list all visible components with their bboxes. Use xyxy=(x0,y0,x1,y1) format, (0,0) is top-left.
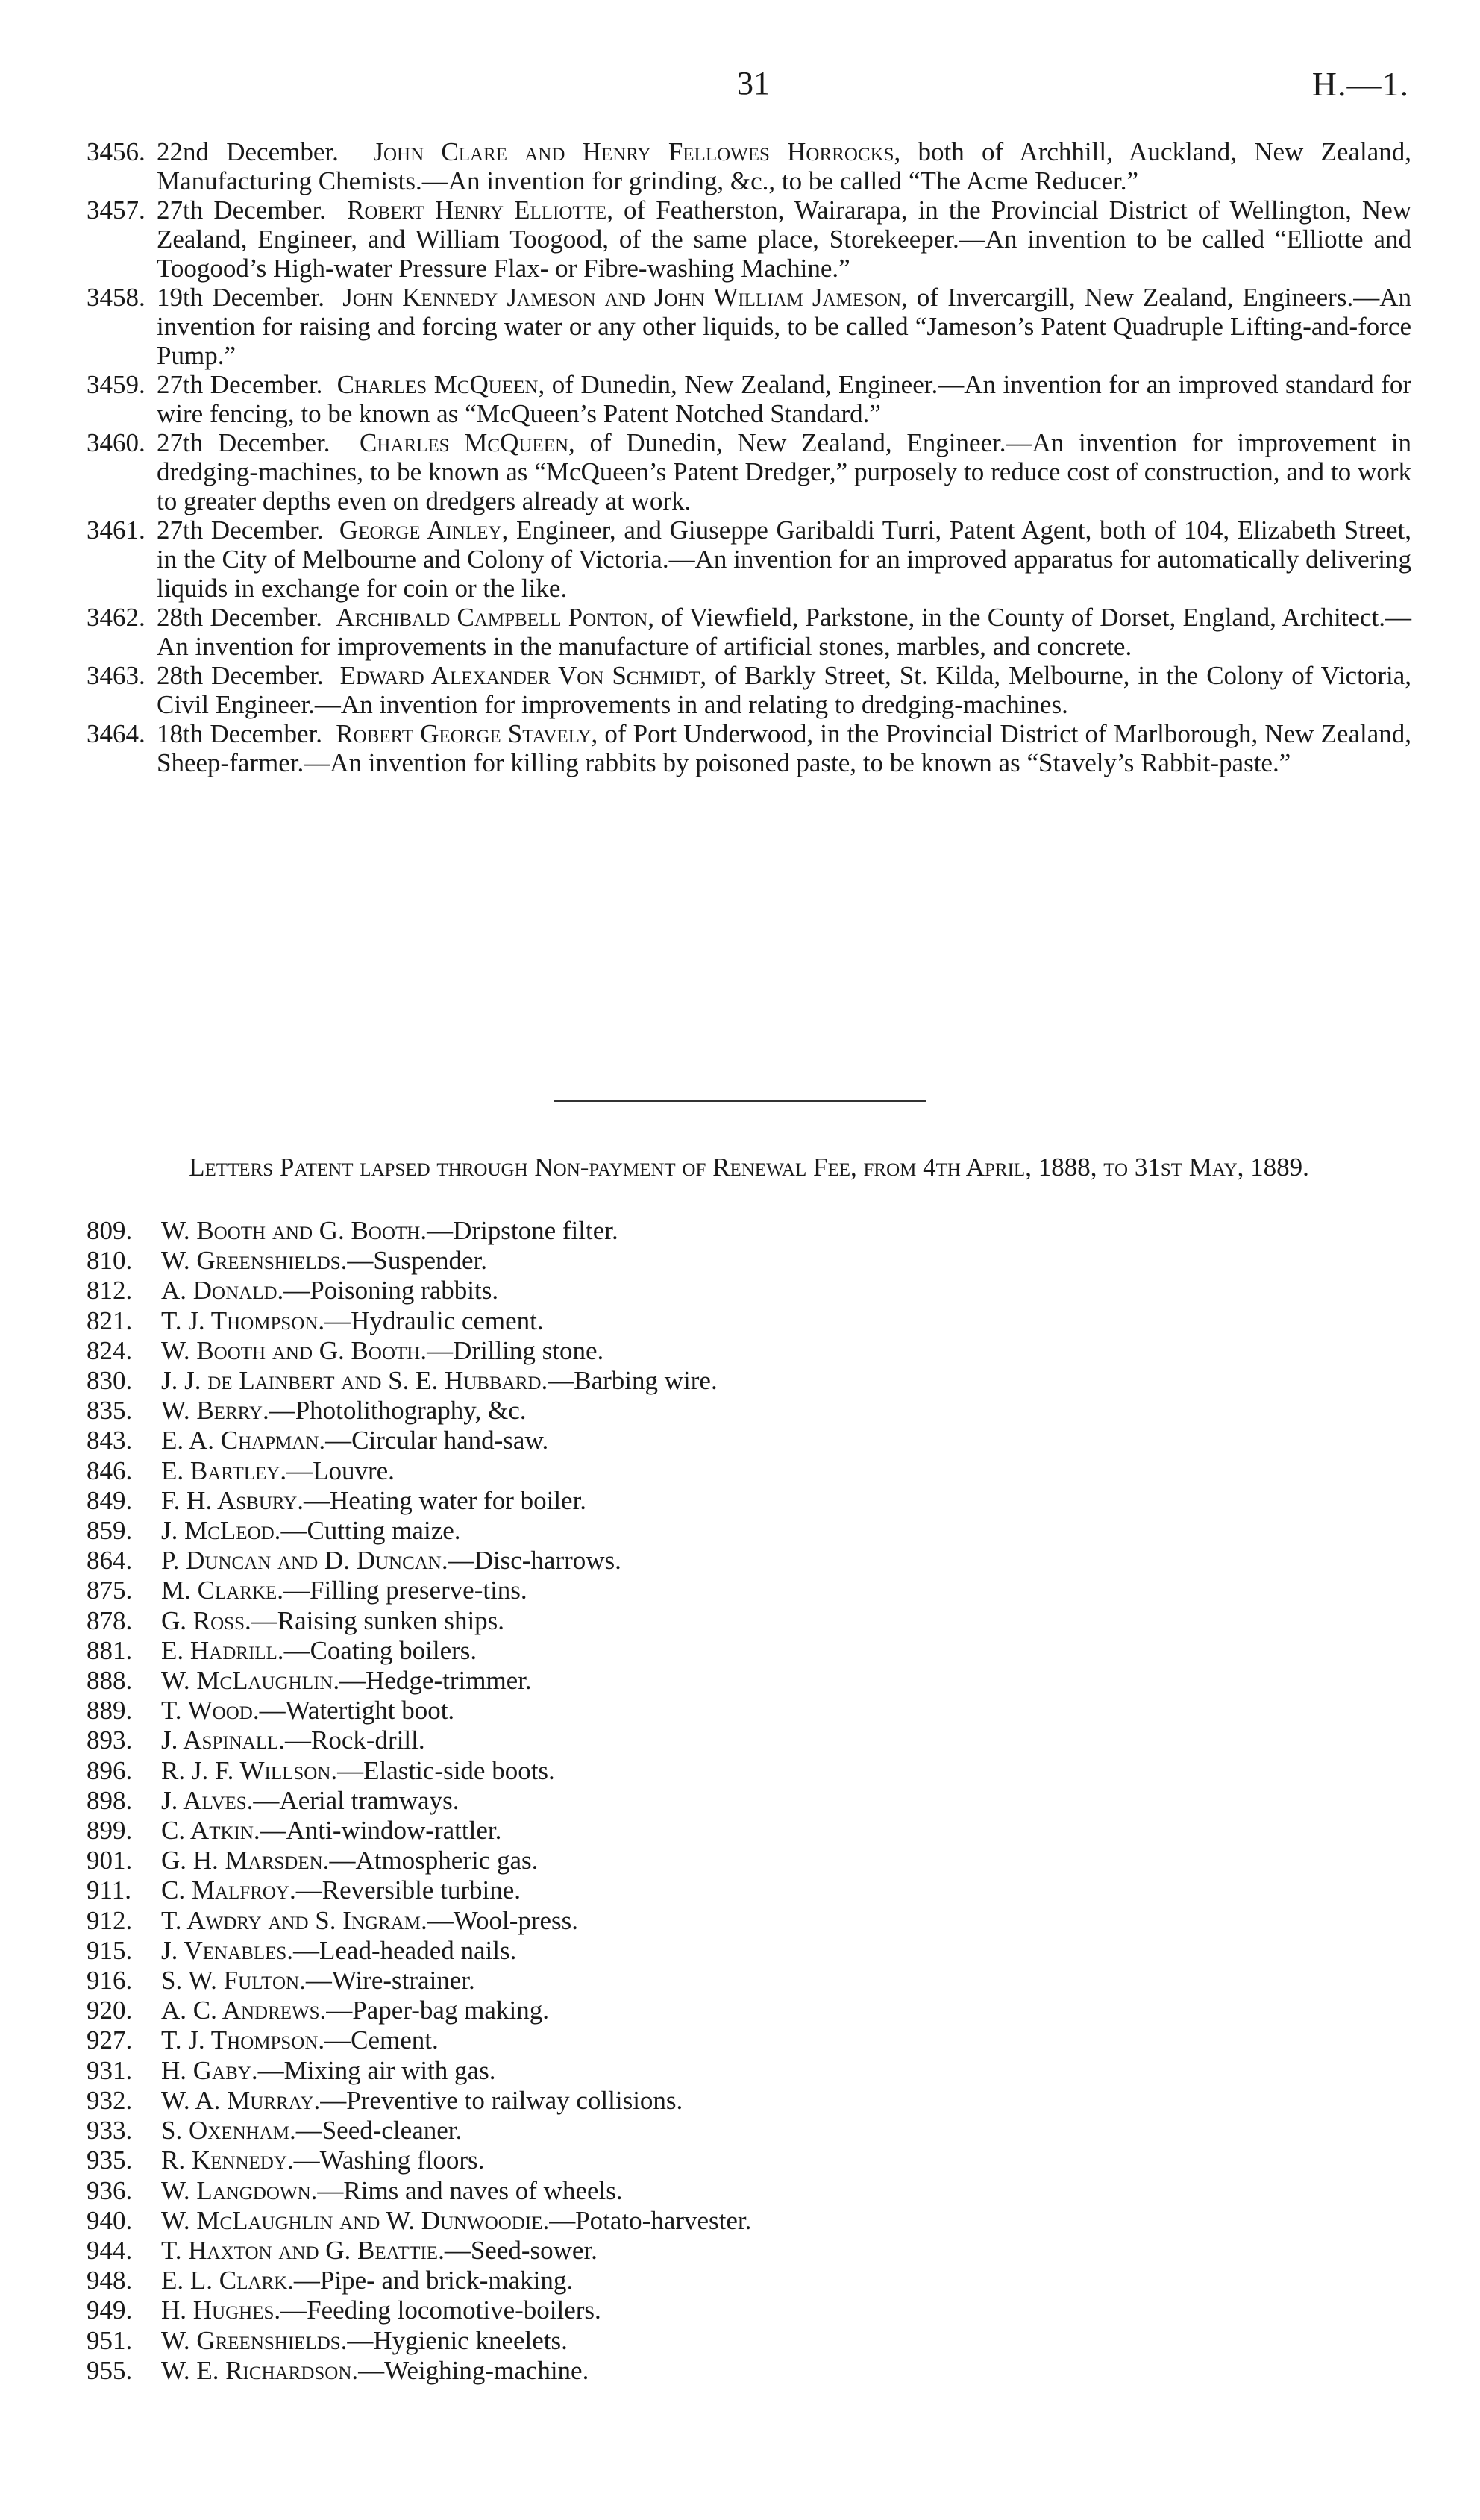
lapsed-number: 821. xyxy=(87,1306,133,1335)
lapsed-item xyxy=(87,1906,1131,1936)
lapsed-number: 916. xyxy=(87,1966,133,1996)
patent-text xyxy=(157,661,1411,719)
lapsed-names: M. Clarke. xyxy=(161,1576,284,1605)
patent-date: 28th December. xyxy=(157,661,324,690)
lapsed-names: W. E. Richardson. xyxy=(161,2355,359,2385)
lapsed-invention: —Potato-harvester. xyxy=(549,2205,752,2235)
lapsed-item xyxy=(87,1456,1131,1486)
lapsed-invention: —Hydraulic cement. xyxy=(324,1306,544,1335)
lapsed-number: 835. xyxy=(87,1396,133,1426)
lapsed-invention: —Cutting maize. xyxy=(280,1516,461,1546)
patent-entry xyxy=(87,370,1411,428)
lapsed-item xyxy=(87,1846,1131,1875)
patent-description: , Engineer, and Giuseppe Garibaldi Turri, Patent Agent, both of 104, Elizabeth Street, in the City of Melbourne and Colony of Victoria.—An invention for an improved apparatus for automatically delivering liquids in exchange for coin or the like. xyxy=(157,515,1412,603)
lapsed-invention: —Watertight boot. xyxy=(259,1696,455,1726)
lapsed-number: 940. xyxy=(87,2205,133,2235)
lapsed-names: W. A. Murray. xyxy=(161,2085,321,2115)
lapsed-item xyxy=(87,2326,1131,2356)
lapsed-names: H. Gaby. xyxy=(161,2055,258,2085)
lapsed-item xyxy=(87,2236,1131,2266)
lapsed-number: 951. xyxy=(87,2325,133,2355)
lapsed-item xyxy=(87,1336,1131,1366)
lapsed-item xyxy=(87,2295,1131,2325)
lapsed-item xyxy=(87,1546,1131,1576)
lapsed-names: E. L. Clark. xyxy=(161,2266,294,2295)
patentee-names: Robert Henry Elliotte xyxy=(347,195,607,225)
lapsed-number: 896. xyxy=(87,1755,133,1785)
lapsed-number: 901. xyxy=(87,1846,133,1875)
patent-date: 27th December. xyxy=(157,428,330,457)
lapsed-item xyxy=(87,2206,1131,2236)
lapsed-number: 809. xyxy=(87,1216,133,1245)
patentee-names: Robert George Stavely xyxy=(336,719,592,748)
lapsed-item xyxy=(87,1966,1131,1996)
patent-text xyxy=(157,603,1411,661)
lapsed-names: T. Haxton and G. Beattie. xyxy=(161,2235,445,2265)
lapsed-item xyxy=(87,2056,1131,2086)
lapsed-number: 933. xyxy=(87,2116,133,2146)
patent-date: 27th December. xyxy=(157,195,326,225)
lapsed-number: 935. xyxy=(87,2146,133,2175)
lapsed-item xyxy=(87,2025,1131,2055)
lapsed-number: 846. xyxy=(87,1455,133,1485)
lapsed-invention: —Feeding locomotive-boilers. xyxy=(280,2295,601,2325)
lapsed-number: 936. xyxy=(87,2175,133,2205)
lapsed-invention: —Coating boilers. xyxy=(283,1635,477,1665)
lapsed-names: E. Hadrill. xyxy=(161,1635,284,1665)
lapsed-names: J. Aspinall. xyxy=(161,1726,285,1755)
patent-description: , both of Archhill, Auckland, New Zealand, Manufacturing Chemists.—An invention for grinding, &c., to be called “The Acme Reducer.” xyxy=(157,137,1411,195)
lapsed-invention: —Mixing air with gas. xyxy=(257,2055,496,2085)
lapsed-invention: —Rims and naves of wheels. xyxy=(317,2175,623,2205)
lapsed-names: E. A. Chapman. xyxy=(161,1426,326,1455)
lapsed-patents-heading: Letters Patent lapsed through Non-payment of Renewal Fee, from 4th April, 1888, to 31st May, 1889. xyxy=(189,1153,1309,1182)
patent-number: 3461. xyxy=(87,515,145,545)
lapsed-item xyxy=(87,1516,1131,1546)
lapsed-names: J. McLeod. xyxy=(161,1516,281,1546)
patent-number: 3463. xyxy=(87,661,145,690)
patent-description: , of Dunedin, New Zealand, Engineer.—An invention for an improved standard for wire fencing, to be known as “McQueen’s Patent Notched Standard.” xyxy=(157,370,1412,428)
lapsed-number: 920. xyxy=(87,1996,133,2025)
patent-entry xyxy=(87,515,1411,603)
lapsed-item xyxy=(87,1246,1131,1276)
lapsed-number: 878. xyxy=(87,1605,133,1635)
lapsed-item xyxy=(87,1576,1131,1605)
patent-number: 3464. xyxy=(87,719,145,748)
patent-text xyxy=(157,195,1411,283)
lapsed-invention: —Heating water for boiler. xyxy=(304,1485,587,1515)
lapsed-invention: —Barbing wire. xyxy=(548,1366,718,1396)
lapsed-invention: —Wool-press. xyxy=(427,1905,579,1935)
lapsed-number: 812. xyxy=(87,1276,133,1306)
lapsed-names: H. Hughes. xyxy=(161,2295,281,2325)
lapsed-invention: —Photolithography, &c. xyxy=(269,1396,527,1426)
lapsed-names: J. J. de Lainbert and S. E. Hubbard. xyxy=(161,1366,548,1396)
lapsed-number: 912. xyxy=(87,1905,133,1935)
lapsed-item xyxy=(87,1756,1131,1786)
lapsed-item xyxy=(87,1486,1131,1516)
lapsed-number: 898. xyxy=(87,1785,133,1815)
patentee-names: Charles McQueen xyxy=(336,370,539,399)
lapsed-number: 931. xyxy=(87,2055,133,2085)
lapsed-item xyxy=(87,1666,1131,1696)
lapsed-number: 893. xyxy=(87,1726,133,1755)
lapsed-number: 932. xyxy=(87,2085,133,2115)
lapsed-invention: —Filling preserve-tins. xyxy=(283,1576,527,1605)
lapsed-names: F. H. Asbury. xyxy=(161,1485,304,1515)
lapsed-names: R. J. F. Willson. xyxy=(161,1755,338,1785)
lapsed-names: P. Duncan and D. Duncan. xyxy=(161,1546,448,1576)
lapsed-invention: —Aerial tramways. xyxy=(253,1785,460,1815)
lapsed-names: A. Donald. xyxy=(161,1276,284,1306)
lapsed-names: W. Greenshields. xyxy=(161,1246,348,1276)
patent-entry xyxy=(87,603,1411,661)
patent-number: 3456. xyxy=(87,137,145,166)
patent-description: , of Barkly Street, St. Kilda, Melbourne, in the Colony of Victoria, Civil Engineer.—An invention for improvements in and relating to dredging-machines. xyxy=(157,661,1412,719)
patent-number: 3459. xyxy=(87,370,145,399)
lapsed-invention: —Weighing-machine. xyxy=(358,2355,589,2385)
lapsed-names: J. Venables. xyxy=(161,1935,294,1965)
lapsed-names: W. McLaughlin. xyxy=(161,1666,340,1696)
lapsed-item xyxy=(87,1606,1131,1636)
patent-description: , of Viewfield, Parkstone, in the County of Dorset, England, Architect.—An invention for improvements in the manufacture of artificial stones, marbles, and concrete. xyxy=(157,603,1412,661)
lapsed-number: 881. xyxy=(87,1635,133,1665)
lapsed-names: W. Booth and G. Booth. xyxy=(161,1216,427,1245)
lapsed-number: 899. xyxy=(87,1816,133,1846)
lapsed-item xyxy=(87,1996,1131,2025)
lapsed-item xyxy=(87,1216,1131,1246)
lapsed-number: 843. xyxy=(87,1426,133,1455)
lapsed-invention: —Poisoning rabbits. xyxy=(283,1276,499,1306)
patentee-names: Edward Alexander Von Schmidt xyxy=(339,661,700,690)
patent-entry xyxy=(87,283,1411,370)
lapsed-number: 875. xyxy=(87,1576,133,1605)
lapsed-names: W. McLaughlin and W. Dunwoodie. xyxy=(161,2205,550,2235)
patent-entry xyxy=(87,661,1411,719)
patent-text xyxy=(157,428,1411,515)
patentee-names: Archibald Campbell Ponton xyxy=(336,603,648,632)
lapsed-item xyxy=(87,2176,1131,2206)
patent-entry xyxy=(87,719,1411,777)
lapsed-invention: —Wire-strainer. xyxy=(305,1966,475,1996)
lapsed-number: 927. xyxy=(87,2025,133,2055)
lapsed-invention: —Cement. xyxy=(324,2025,439,2055)
lapsed-item xyxy=(87,1936,1131,1966)
patent-text xyxy=(157,283,1411,370)
patent-date: 27th December. xyxy=(157,515,324,545)
section-divider xyxy=(554,1100,926,1102)
lapsed-item xyxy=(87,1396,1131,1426)
lapsed-number: 889. xyxy=(87,1696,133,1726)
lapsed-item xyxy=(87,1306,1131,1336)
patent-date: 18th December. xyxy=(157,719,322,748)
lapsed-invention: —Reversible turbine. xyxy=(295,1875,521,1905)
lapsed-names: C. Malfroy. xyxy=(161,1875,296,1905)
lapsed-item xyxy=(87,1696,1131,1726)
lapsed-item xyxy=(87,1366,1131,1396)
lapsed-names: W. Berry. xyxy=(161,1396,269,1426)
lapsed-names: W. Booth and G. Booth. xyxy=(161,1335,427,1365)
lapsed-invention: —Rock-drill. xyxy=(285,1726,425,1755)
patent-number: 3457. xyxy=(87,195,145,225)
document-reference: H.—1. xyxy=(1311,65,1409,103)
lapsed-invention: —Louvre. xyxy=(286,1455,395,1485)
lapsed-invention: —Atmospheric gas. xyxy=(329,1846,539,1875)
lapsed-names: T. J. Thompson. xyxy=(161,2025,325,2055)
lapsed-names: W. Langdown. xyxy=(161,2175,318,2205)
lapsed-item xyxy=(87,1276,1131,1306)
lapsed-number: 915. xyxy=(87,1935,133,1965)
page-number: 31 xyxy=(737,65,770,101)
lapsed-item xyxy=(87,2086,1131,2116)
patentee-names: Charles McQueen xyxy=(360,428,569,457)
patent-number: 3458. xyxy=(87,283,145,312)
patent-text xyxy=(157,515,1411,603)
lapsed-item xyxy=(87,2116,1131,2146)
lapsed-patents-list xyxy=(87,1216,1131,2386)
lapsed-names: T. Wood. xyxy=(161,1696,260,1726)
lapsed-item xyxy=(87,2146,1131,2175)
lapsed-item xyxy=(87,1786,1131,1816)
lapsed-number: 824. xyxy=(87,1335,133,1365)
lapsed-number: 810. xyxy=(87,1246,133,1276)
lapsed-invention: —Hygienic kneelets. xyxy=(347,2325,568,2355)
lapsed-names: W. Greenshields. xyxy=(161,2325,348,2355)
lapsed-invention: —Hedge-trimmer. xyxy=(339,1666,532,1696)
patent-date: 28th December. xyxy=(157,603,322,632)
lapsed-number: 830. xyxy=(87,1366,133,1396)
patent-date: 22nd December. xyxy=(157,137,339,166)
lapsed-invention: —Anti-window-rattler. xyxy=(260,1816,502,1846)
lapsed-number: 944. xyxy=(87,2235,133,2265)
patent-entry xyxy=(87,428,1411,515)
lapsed-names: T. Awdry and S. Ingram. xyxy=(161,1905,427,1935)
lapsed-invention: —Elastic-side boots. xyxy=(337,1755,555,1785)
lapsed-invention: —Seed-cleaner. xyxy=(295,2116,462,2146)
lapsed-item xyxy=(87,1726,1131,1755)
lapsed-number: 859. xyxy=(87,1516,133,1546)
patent-text xyxy=(157,719,1411,777)
lapsed-number: 864. xyxy=(87,1546,133,1576)
patent-description: , of Dunedin, New Zealand, Engineer.—An invention for improvement in dredging-machines, to be known as “McQueen’s Patent Dredger,” purposely to reduce cost of construction, and to work to greater depths even on dredgers already at work. xyxy=(157,428,1411,515)
lapsed-names: T. J. Thompson. xyxy=(161,1306,325,1335)
patent-number: 3462. xyxy=(87,603,145,632)
lapsed-item xyxy=(87,1816,1131,1846)
patent-date: 27th December. xyxy=(157,370,323,399)
lapsed-invention: —Raising sunken ships. xyxy=(251,1605,505,1635)
lapsed-names: J. Alves. xyxy=(161,1785,254,1815)
lapsed-item xyxy=(87,1636,1131,1666)
lapsed-names: G. H. Marsden. xyxy=(161,1846,330,1875)
lapsed-names: S. Oxenham. xyxy=(161,2116,296,2146)
lapsed-names: S. W. Fulton. xyxy=(161,1966,306,1996)
lapsed-item xyxy=(87,1875,1131,1905)
lapsed-number: 949. xyxy=(87,2295,133,2325)
patent-date: 19th December. xyxy=(157,283,324,312)
lapsed-invention: —Disc-harrows. xyxy=(448,1546,621,1576)
lapsed-invention: —Suspender. xyxy=(347,1246,488,1276)
lapsed-names: R. Kennedy. xyxy=(161,2146,294,2175)
lapsed-number: 888. xyxy=(87,1666,133,1696)
lapsed-invention: —Seed-sower. xyxy=(444,2235,598,2265)
lapsed-invention: —Washing floors. xyxy=(293,2146,485,2175)
lapsed-names: G. Ross. xyxy=(161,1605,251,1635)
lapsed-invention: —Pipe- and brick-making. xyxy=(293,2266,574,2295)
lapsed-number: 849. xyxy=(87,1485,133,1515)
patentee-names: John Kennedy Jameson and John William Jameson xyxy=(342,283,902,312)
patentee-names: George Ainley xyxy=(339,515,502,545)
lapsed-invention: —Dripstone filter. xyxy=(427,1216,618,1245)
lapsed-invention: —Drilling stone. xyxy=(427,1335,604,1365)
lapsed-number: 911. xyxy=(87,1875,131,1905)
patent-applications-list xyxy=(87,137,1411,777)
patentee-names: John Clare and Henry Fellowes Horrocks xyxy=(373,137,894,166)
lapsed-item xyxy=(87,1426,1131,1455)
lapsed-invention: —Paper-bag making. xyxy=(326,1996,549,2025)
lapsed-number: 955. xyxy=(87,2355,133,2385)
lapsed-names: E. Bartley. xyxy=(161,1455,287,1485)
patent-description: , of Port Underwood, in the Provincial District of Marlborough, New Zealand, Sheep-farmer.—An invention for killing rabbits by poisoned paste, to be known as “Stavely’s Rabbit-paste.” xyxy=(157,719,1411,777)
patent-entry xyxy=(87,195,1411,283)
patent-text xyxy=(157,137,1411,195)
lapsed-invention: —Lead-headed nails. xyxy=(293,1935,517,1965)
lapsed-item xyxy=(87,2356,1131,2386)
lapsed-names: A. C. Andrews. xyxy=(161,1996,327,2025)
patent-description: , of Invercargill, New Zealand, Engineers.—An invention for raising and forcing water or any other liquids, to be called “Jameson’s Patent Quadruple Lifting-and-force Pump.” xyxy=(157,283,1411,370)
patent-description: , of Featherston, Wairarapa, in the Provincial District of Wellington, New Zealand, Engineer, and William Toogood, of the same place, Storekeeper.—An invention to be called “Elliotte and Toogood’s High-water Pressure Flax- or Fibre-washing Machine.” xyxy=(157,195,1412,283)
lapsed-number: 948. xyxy=(87,2266,133,2295)
patent-entry xyxy=(87,137,1411,195)
patent-number: 3460. xyxy=(87,428,145,457)
lapsed-item xyxy=(87,2266,1131,2295)
lapsed-names: C. Atkin. xyxy=(161,1816,260,1846)
lapsed-invention: —Preventive to railway collisions. xyxy=(320,2085,683,2115)
patent-text xyxy=(157,370,1411,428)
lapsed-invention: —Circular hand-saw. xyxy=(325,1426,549,1455)
